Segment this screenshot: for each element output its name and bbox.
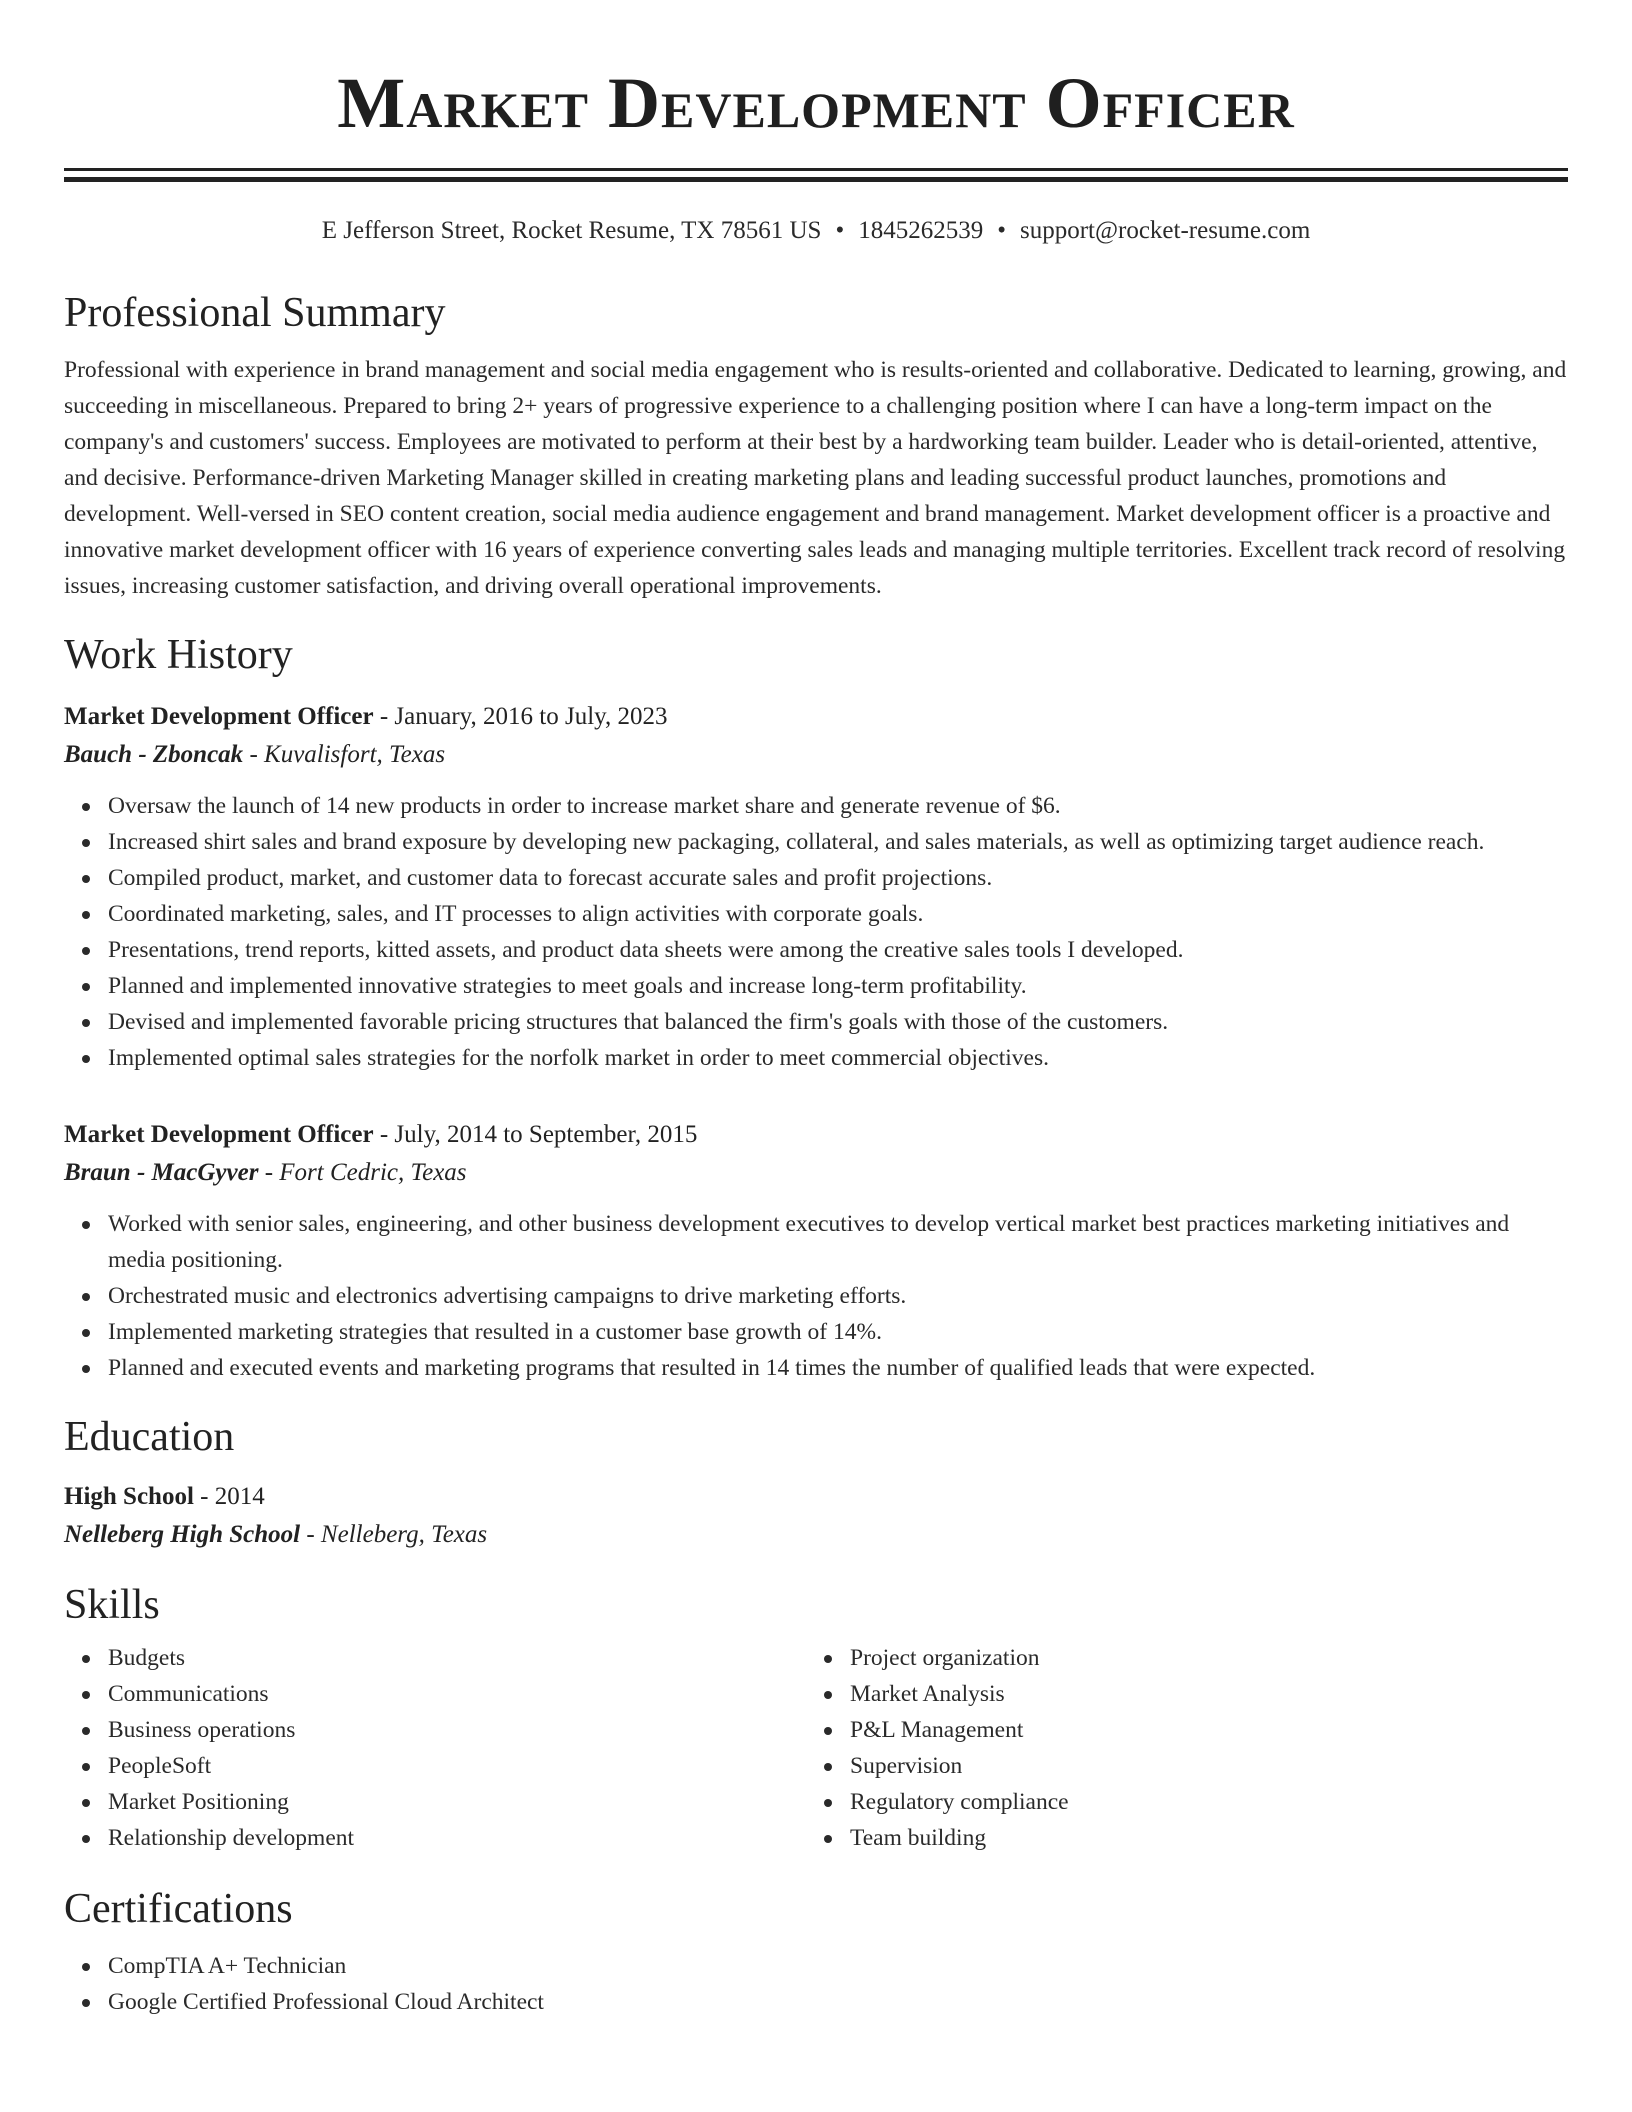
job-duties-list [64, 788, 1568, 1076]
education-section-title: Education [64, 1414, 235, 1460]
skill-item: Regulatory compliance [850, 1784, 1548, 1820]
certifications-section-title: Certifications [64, 1886, 293, 1932]
job-company-line [64, 736, 1568, 774]
job-entry [64, 698, 1568, 1076]
skill-item: Market Analysis [850, 1676, 1548, 1712]
skills-list-right [806, 1640, 1548, 1856]
job-duty-item: Implemented marketing strategies that resulted in a customer base growth of 14%. [108, 1314, 1568, 1350]
certification-item: CompTIA A+ Technician [108, 1948, 1568, 1984]
job-duty-item: Coordinated marketing, sales, and IT processes to align activities with corporate goals. [108, 896, 1568, 932]
job-duty-item: Worked with senior sales, engineering, and other business development executives to develop vertical market best practices marketing initiatives and media positioning. [108, 1206, 1568, 1278]
skill-item: Supervision [850, 1748, 1548, 1784]
job-header [64, 1116, 1568, 1154]
skill-item: Budgets [108, 1640, 806, 1676]
skill-item: Project organization [850, 1640, 1548, 1676]
header-divider-thin [64, 168, 1568, 171]
summary-text: Professional with experience in brand management and social media engagement who is results-oriented and collaborative. Dedicated to learning, growing, and succeeding in miscellaneous. Prepared to bring 2+ years of progressive experience to a challenging position where I can have a long-term impact on the company's and customers' success. Employees are motivated to perform at their best by a hardworking team builder. Leader who is detail-oriented, attentive, and decisive. Performance-driven Marketing Manager skilled in creating marketing plans and leading successful product launches, promotions and development. Well-versed in SEO content creation, social media audience engagement and brand management. Market development officer is a proactive and innovative market development officer with 16 years of experience converting sales leads and managing multiple territories. Excellent track record of resolving issues, increasing customer satisfaction, and driving overall operational improvements. [64, 357, 1567, 599]
job-dates: - January, 2016 to July, 2023 [373, 703, 668, 730]
job-duty-item: Compiled product, market, and customer data to forecast accurate sales and profit projections. [108, 860, 1568, 896]
summary-section-title: Professional Summary [64, 290, 446, 336]
skills-grid [64, 1640, 1568, 1856]
job-company: Braun - MacGyver [64, 1159, 259, 1186]
job-duty-item: Presentations, trend reports, kitted assets, and product data sheets were among the creative sales tools I developed. [108, 932, 1568, 968]
skill-item: PeopleSoft [108, 1748, 806, 1784]
certifications-list [64, 1948, 1568, 2020]
job-location: - Fort Cedric, Texas [258, 1159, 467, 1186]
job-header [64, 698, 1568, 736]
education-degree: High School [64, 1483, 194, 1510]
skill-item: Market Positioning [108, 1784, 806, 1820]
resume-page [64, 0, 1568, 2020]
job-duty-item: Implemented optimal sales strategies for the norfolk market in order to meet commercial objectives. [108, 1040, 1568, 1076]
contact-address: E Jefferson Street, Rocket Resume, TX 78561 US [321, 217, 822, 244]
job-duty-item: Planned and executed events and marketing programs that resulted in 14 times the number of qualified leads that were expected. [108, 1350, 1568, 1386]
contact-separator: • [997, 217, 1006, 244]
skills-section-title: Skills [64, 1582, 160, 1628]
job-company: Bauch - Zboncak [64, 741, 244, 768]
job-dates: - July, 2014 to September, 2015 [373, 1121, 698, 1148]
job-company-line [64, 1154, 1568, 1192]
skills-list-left [64, 1640, 806, 1856]
skill-item: Business operations [108, 1712, 806, 1748]
job-role: Market Development Officer [64, 1121, 374, 1148]
skill-item: Communications [108, 1676, 806, 1712]
contact-phone: 1845262539 [858, 217, 984, 244]
skill-item: Relationship development [108, 1820, 806, 1856]
job-entry [64, 1116, 1568, 1386]
job-role: Market Development Officer [64, 703, 374, 730]
work-history-section-title: Work History [64, 632, 293, 678]
job-duty-item: Planned and implemented innovative strategies to meet goals and increase long-term profitability. [108, 968, 1568, 1004]
job-duty-item: Oversaw the launch of 14 new products in order to increase market share and generate revenue of $6. [108, 788, 1568, 824]
education-school: Nelleberg High School [64, 1521, 301, 1548]
job-duty-item: Increased shirt sales and brand exposure by developing new packaging, collateral, and sales materials, as well as optimizing target audience reach. [108, 824, 1568, 860]
job-duty-item: Orchestrated music and electronics advertising campaigns to drive marketing efforts. [108, 1278, 1568, 1314]
job-location: - Kuvalisfort, Texas [243, 741, 446, 768]
education-year: - 2014 [193, 1483, 265, 1510]
education-entry [64, 1478, 1568, 1554]
education-degree-line [64, 1478, 1568, 1516]
header-divider-thick [64, 177, 1568, 182]
skill-item: P&L Management [850, 1712, 1548, 1748]
certification-item: Google Certified Professional Cloud Architect [108, 1984, 1568, 2020]
education-location: - Nelleberg, Texas [300, 1521, 488, 1548]
job-duties-list [64, 1206, 1568, 1386]
skill-item: Team building [850, 1820, 1548, 1856]
job-duty-item: Devised and implemented favorable pricing structures that balanced the firm's goals with those of the customers. [108, 1004, 1568, 1040]
contact-line [64, 214, 1568, 248]
contact-separator: • [835, 217, 845, 244]
education-school-line [64, 1516, 1568, 1554]
resume-name-heading: Market Development Officer [337, 63, 1295, 143]
contact-email: support@rocket-resume.com [1019, 217, 1311, 244]
